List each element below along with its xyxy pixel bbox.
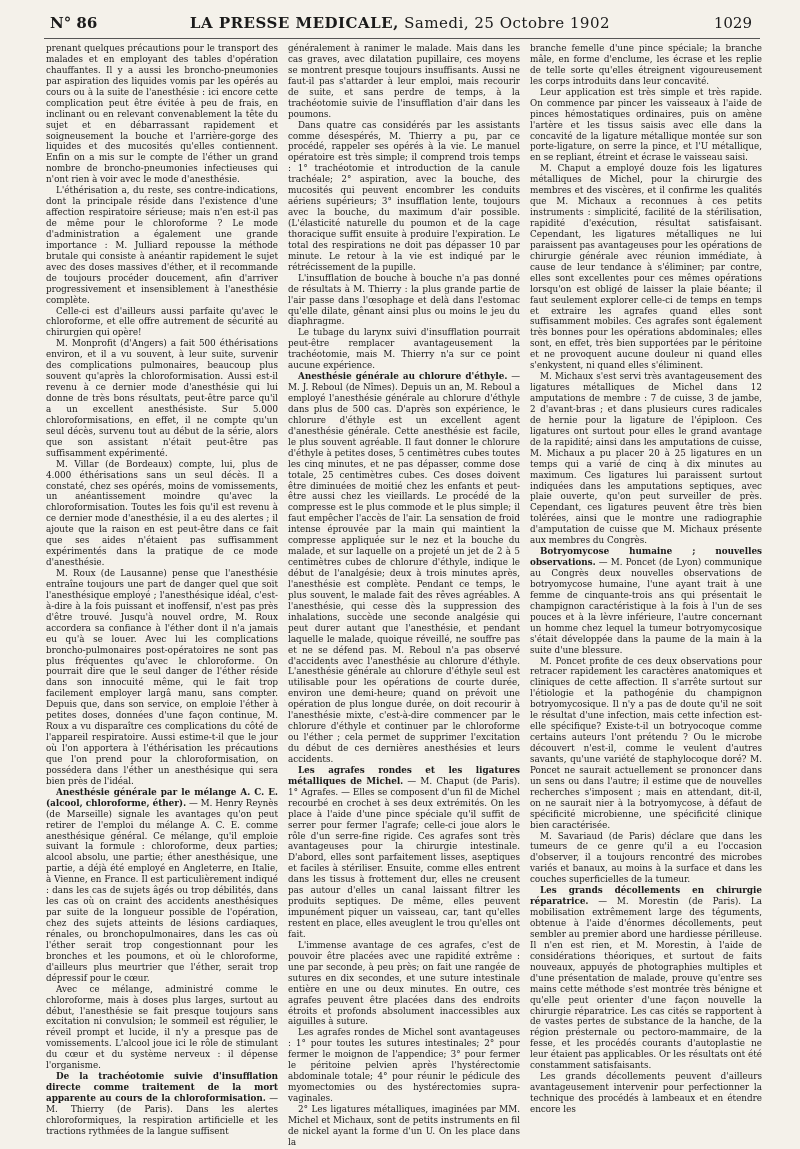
section-paragraph: Les agrafes rondes et les ligatures métalliques de Michel. — M. Chaput (de Paris). 1° Agrafes. — Elles se composent d'un fil de Michel recourbé en crochet à ses deux extrémités. On les place à l'aide d'une pince spéciale qu'il suffit de serrer pour fermer l'agrafe; celle-ci joue alors le rôle d'un serre-fine rigide. Ces agrafes sont très avantageuses pour la chirurgie intestinale. D'abord, elles sont parfaitement lisses, aseptiques et faciles à stériliser. Ensuite, comme elles entrent dans les tissus à frottement dur, elles ne creusent pas autour d'elles un canal laissant filtrer les produits septiques. De même, elles peuvent impunément piquer un vaisseau, car, tant qu'elles restent en place, elles aveuglent le trou qu'elles ont fait.: [288, 765, 520, 940]
column-1: [46, 44, 278, 1149]
section-heading: Les grands décollements en chirurgie réparatrice.: [530, 886, 762, 908]
section-heading: De la trachéotomie suivie d'insufflation directe comme traitement de la mort apparente au cours de la chloroformisation.: [46, 1072, 278, 1104]
page-header: [0, 14, 800, 36]
paragraph: M. Villar (de Bordeaux) compte, lui, plus de 4.000 éthérisations sans un seul décès. Il a constaté, chez ses opérés, moins de vomissements, un anéantissement moindre qu'avec la chloroformisation. Toutes les fois qu'il est revenu à ce dernier mode d'anesthésie, il a eu des alertes ; il ajoute que la raison en est peut-être dans ce fait que ses aides n'étaient pas suffisamment expérimentés dans la pratique de ce mode d'anesthésie.: [46, 459, 278, 569]
section-heading: Les agrafes rondes et les ligatures métalliques de Michel.: [288, 765, 520, 787]
publication-title: [0, 14, 800, 32]
paragraph: M. Monprofit (d'Angers) a fait 500 éthérisations environ, et il a vu souvent, à leur suite, survenir des complications pulmonaires, beaucoup plus souvent qu'après la chloroformisation. Aussi est-il revenu à ce dernier mode d'anesthésie qui lui donne de très bons résultats, peut-être parce qu'il a un excellent anesthésiste. Sur 5.000 chloroformisations, en effet, il ne compte qu'un seul décès, survenu tout au début de la série, alors que son assistant n'était peut-être pas suffisamment expérimenté.: [46, 339, 278, 459]
paragraph: M. Roux (de Lausanne) pense que l'anesthésie entraîne toujours une part de danger quel que soit l'anesthésique employé ; l'anesthésique idéal, c'est-à-dire à la fois puissant et inoffensif, n'est pas près d'être trouvé. Jusqu'à nouvel ordre, M. Roux accordera sa confiance à l'éther dont il n'a jamais eu qu'à se louer. Avec lui les complications broncho-pulmonaires post-opératoires ne sont pas plus fréquentes qu'avec le chloroforme. On pourrait dire que le seul danger de l'éther réside dans son innocuité même, qui le fait trop facilement employer largâ manu, sans compter. Depuis que, dans son service, on emploie l'éther à petites doses, données d'une façon continue, M. Roux a vu disparaître ces complications du côté de l'appareil respiratoire. Aussi estime-t-il que le jour où l'on apportera à l'éthérisation les précautions que l'on prend pour la chloroformisation, on possédera dans l'éther un anesthésique qui sera bien près de l'idéal.: [46, 569, 278, 787]
column-3: [530, 44, 762, 1149]
section-paragraph: Botryomycose humaine ; nouvelles observations. — M. Poncet (de Lyon) communique au Congrès deux nouvelles observations de botryomycose humaine, l'une ayant trait à une femme de cinquante-trois ans qui présentait le champignon caractéristique à la fois à l'un de ses pouces et à la lèvre inférieure, l'autre concernant un homme chez lequel la tumeur botryomycosique s'était développée dans la paume de la main à la suite d'une blessure.: [530, 547, 762, 656]
section-heading: Botryomycose humaine ; nouvelles observations.: [530, 547, 762, 569]
paragraph: L'immense avantage de ces agrafes, c'est de pouvoir être placées avec une rapidité extrême : une par seconde, à peu près; on fait une rangée de sutures en dix secondes, et une suture intestinale entière en une ou deux minutes. En outre, ces agrafes peuvent être placées dans des endroits étroits et profonds absolument inaccessibles aux aiguilles à suture.: [288, 940, 520, 1028]
paragraph: Leur application est très simple et très rapide. On commence par pincer les vaisseaux à l'aide de pinces hémostatiques ordinaires, puis on amène l'artère et les tissus saisis avec elle dans la concavité de la ligature métallique montée sur son porte-ligature, on serre la pince, et l'U métallique, en se repliant, étreint et écrase le vaisseau saisi.: [530, 87, 762, 164]
paragraph: L'éthérisation a, du reste, ses contre-indications, dont la principale réside dans l'existence d'une affection respiratoire sérieuse; mais n'en est-il pas de même pour le chloroforme ? Le mode d'administration a également une grande importance : M. Julliard repousse la méthode brutale qui consiste à anéantir rapidement le sujet avec des doses massives d'éther, et il recommande de toujours procéder doucement, afin d'arriver progressivement et insensiblement à l'anesthésie complète.: [46, 186, 278, 306]
paragraph: 2° Les ligatures métalliques, imaginées par MM. Michel et Michaux, sont de petits instruments en fil de nickel ayant la forme d'un U. On les place dans la: [288, 1104, 520, 1148]
paragraph: prenant quelques précautions pour le transport des malades et en employant des tables d'opération chauffantes. Il y a aussi les broncho-pneumonies par aspiration des liquides vomis par les opérés au cours ou à la suite de l'anesthésie : ici encore cette complication peut être évitée à peu de frais, en inclinant ou en relevant convenablement la tête du sujet et en débarrassant rapidement et soigneusement la bouche et l'arrière-gorge des liquides et des mucosités qu'elles contiennent. Enfin on a mis sur le compte de l'éther un grand nombre de broncho-pneumonies infectieuses qui n'ont rien à voir avec le mode d'anesthésie.: [46, 44, 278, 186]
paragraph: Le tubage du larynx suivi d'insufflation pourrait peut-être remplacer avantageusement la trachéotomie, mais M. Thierry n'a sur ce point aucune expérience.: [288, 328, 520, 372]
issue-number: N° 86: [50, 14, 98, 32]
page-number: 1029: [713, 14, 752, 32]
publication-date: Samedi, 25 Octobre 1902: [404, 14, 611, 32]
paragraph: M. Michaux s'est servi très avantageusement des ligatures métalliques de Michel dans 12 amputations de membre : 7 de cuisse, 3 de jambe, 2 d'avant-bras ; et dans plusieurs cures radicales de hernie pour la ligature de l'épiploon. Ces ligatures ont surtout pour elles le grand avantage de la rapidité; ainsi dans les amputations de cuisse, M. Michaux a pu placer 20 à 25 ligatures en un temps qui a varié de cinq à dix minutes au maximum. Ces ligatures lui paraissent surtout indiquées dans les amputations septiques, avec plaie ouverte, qu'on peut surveiller de près. Cependant, ces ligatures peuvent être très bien tolérées, ainsi que le montre une radiographie d'amputation de cuisse que M. Michaux présente aux membres du Congrès.: [530, 372, 762, 547]
section-paragraph: Anesthésie générale au chlorure d'éthyle. — M. J. Reboul (de Nîmes). Depuis un an, M. Reboul a employé l'anesthésie générale au chlorure d'éthyle dans plus de 500 cas. D'après son expérience, le chlorure d'éthyle est un excellent agent d'anesthésie générale. Cette anesthésie est facile, le plus souvent agréable. Il faut donner le chlorure d'éthyle à petites doses, 5 centimètres cubes toutes les cinq minutes, et ne pas dépasser, comme dose totale, 25 centimètres cubes. Ces doses doivent être diminuées de moitié chez les enfants et peut-être aussi chez les vieillards. Le procédé de la compresse est le plus commode et le plus simple; il faut empêcher l'accès de l'air. La sensation de froid intense éprouvée par la main qui maintient la compresse appliquée sur le nez et la bouche du malade, et sur laquelle on a projeté un jet de 2 à 5 centimètres cubes de chlorure d'éthyle, indique le début de l'analgésie; deux à trois minutes après, l'anesthésie est complète. Pendant ce temps, le plus souvent, le malade fait des rêves agréables. A l'anesthésie, qui cesse dès la suppression des inhalations, succède une seconde analgésie qui peut durer autant que l'anesthésie, et pendant laquelle le malade, quoique réveillé, ne souffre pas et ne se défend pas. M. Reboul n'a pas observé d'accidents avec l'anesthésie au chlorure d'éthyle. L'anesthésie générale au chlorure d'éthyle seul est utilisable pour les opérations de courte durée, environ une demi-heure; quand on prévoit une opération de plus longue durée, on doit recourir à l'anesthésie mixte, c'est-à-dire commencer par le chlorure d'éthyle et continuer par le chloroforme ou l'éther ; cela permet de supprimer l'excitation du début de ces dernières anesthésies et leurs accidents.: [288, 372, 520, 765]
section-heading: Anesthésie générale par le mélange A. C. E. (alcool, chloroforme, éther).: [46, 787, 278, 809]
paragraph: Dans quatre cas considérés par les assistants comme désespérés, M. Thierry a pu, par ce procédé, rappeler ses opérés à la vie. Le manuel opératoire est très simple; il comprend trois temps : 1° trachéotomie et introduction de la canule trachéale; 2° aspiration, avec la bouche, des mucosités qui peuvent encombrer les conduits aériens supérieurs; 3° insufflation lente, toujours avec la bouche, du maximum d'air possible. (L'élasticité naturelle du poumon et de la cage thoracique suffit ensuite à produire l'expiration. Le total des respirations ne doit pas dépasser 10 par minute. Le retour à la vie est indiqué par le rétrécissement de la pupille.: [288, 120, 520, 273]
paragraph: Les agrafes rondes de Michel sont avantageuses : 1° pour toutes les sutures intestinales; 2° pour fermer le moignon de l'appendice; 3° pour fermer le péritoine pelvien après l'hystérectomie abdominale totale; 4° pour réunir le pédicule des myomectomies ou des hystérectomies supra-vaginales.: [288, 1028, 520, 1104]
column-2: [288, 44, 520, 1149]
paragraph: M. Chaput a employé douze fois les ligatures métalliques de Michel, pour la chirurgie des membres et des viscères, et il confirme les qualités que M. Michaux a reconnues à ces petits instruments : simplicité, facilité de la stérilisation, rapidité d'exécution, résultat satisfaisant. Cependant, les ligatures métalliques ne lui paraissent pas avantageuses pour les opérations de chirurgie générale avec réunion immédiate, à cause de leur tendance à s'éliminer; par contre, elles sont excellentes pour ces mêmes opérations lorsqu'on est obligé de laisser la plaie béante; il faut seulement explorer celle-ci de temps en temps et extraire les agrafes quand elles sont suffisamment mobiles. Ces agrafes sont également très bonnes pour les opérations abdominales; elles sont, en effet, très bien supportées par le péritoine et ne provoquent aucune douleur ni quand elles s'enkystent, ni quand elles s'éliminent.: [530, 164, 762, 372]
paragraph: L'insufflation de bouche à bouche n'a pas donné de résultats à M. Thierry : la plus grande partie de l'air passe dans l'œsophage et delà dans l'estomac qu'elle dilate, gênant ainsi plus ou moins le jeu du diaphragme.: [288, 273, 520, 328]
paragraph: Les grands décollements peuvent d'ailleurs avantageusement intervenir pour perfectionner la technique des procédés à lambeaux et en étendre encore les: [530, 1072, 762, 1115]
paragraph: branche femelle d'une pince spéciale; la branche mâle, en forme d'enclume, les écrase et les replie de telle sorte qu'elles étreignent vigoureusement les corps introduits dans leur concavité.: [530, 44, 762, 87]
paragraph: généralement à ranimer le malade. Mais dans les cas graves, avec dilatation pupillaire, ces moyens se montrent presque toujours insuffisants. Aussi ne faut-il pas s'attarder à leur emploi, mais recourir de suite, et sans perdre de temps, à la trachéotomie suivie de l'insufflation d'air dans les poumons.: [288, 44, 520, 120]
paragraph: Celle-ci est d'ailleurs aussi parfaite qu'avec le chloroforme, et elle offre autrement de sécurité au chirurgien qui opère!: [46, 306, 278, 339]
paragraph: M. Savariaud (de Paris) déclare que dans les tumeurs de ce genre qu'il a eu l'occasion d'observer, il a toujours rencontré des microbes variés et banaux, au moins à la surface et dans les couches superficielles de la tumeur.: [530, 831, 762, 886]
section-paragraph: De la trachéotomie suivie d'insufflation directe comme traitement de la mort apparente au cours de la chloroformisation. — M. Thierry (de Paris). Dans les alertes chloroformiques, la respiration artificielle et les tractions rythmées de la langue suffisent: [46, 1072, 279, 1137]
section-paragraph: Anesthésie générale par le mélange A. C. E. (alcool, chloroforme, éther). — M. Henry Reynès (de Marseille) signale les avantages qu'on peut retirer de l'emploi du mélange A. C. E. comme anesthésique général. Ce mélange, qu'il emploie suivant la formule : chloroforme, deux parties; alcool absolu, une partie; éther anesthésique, une partie, a déjà été employé en Angleterre, en Italie, à Vienne, en France. Il est particulièrement indiqué : dans les cas de sujets âgés ou trop débilités, dans les cas où on craint des accidents anesthésiques par suite de la longueur possible de l'opération, chez des sujets atteints de lésions cardiaques, rénales, ou bronchopulmonaires, dans les cas où l'éther serait trop congestionnant pour les bronches et les poumons, et où le chloroforme, d'ailleurs plus meurtrier que l'éther, serait trop dépressif pour le cœur.: [46, 787, 278, 984]
paragraph: M. Poncet profite de ces deux observations pour retracer rapidement les caractères anatomiques et cliniques de cette affection. Il s'arrête surtout sur l'étiologie et la pathogénie du champignon botryomycosique. Il n'y a pas de doute qu'il ne soit le résultat d'une infection, mais cette infection est-elle spécifique? Existe-t-il un botryocoque comme certains auteurs l'ont prétendu ? Ou le microbe découvert n'est-il, comme le veulent d'autres savants, qu'une variété de staphylocoque doré? M. Poncet ne saurait actuellement se prononcer dans un sens ou dans l'autre; il estime que de nouvelles recherches s'imposent ; mais en attendant, dit-il, on ne saurait nier à la botryomycose, à défaut de spécificité microbienne, une spécificité clinique bien caractérisée.: [530, 656, 762, 831]
header-rule: [44, 38, 760, 39]
article-columns: [46, 44, 762, 1148]
section-paragraph: Les grands décollements en chirurgie réparatrice. — M. Morestin (de Paris). La mobilisation extrêmement large des téguments, obtenue à l'aide d'énormes décollements, peut sembler au premier abord une hardiesse périlleuse. Il n'en est rien, et M. Morestin, à l'aide de considérations théoriques, et surtout de faits nouveaux, appuyés de photographies multiples et d'une présentation de malade, prouve qu'entre ses mains cette méthode s'est montrée très bénigne et qu'elle peut orienter d'une façon nouvelle la chirurgie réparatrice. Les cas cités se rapportent à de vastes pertes de substance de la hanche, de la région présternale ou pectoro-mammaire, de la fesse, et les procédés courants d'autoplastie ne leur étaient pas applicables. Or les résultats ont été constamment satisfaisants.: [530, 886, 762, 1072]
publication-name: LA PRESSE MEDICALE,: [189, 14, 399, 32]
section-heading: Anesthésie générale au chlorure d'éthyle.: [298, 372, 508, 383]
paragraph: Avec ce mélange, administré comme le chloroforme, mais à doses plus larges, surtout au début, l'anesthésie se fait presque toujours sans excitation ni convulsion; le sommeil est régulier, le réveil prompt et lucide, il n'y a presque pas de vomissements. L'alcool joue ici le rôle de stimulant du cœur et du système nerveux : il dépense l'organisme.: [46, 984, 278, 1072]
